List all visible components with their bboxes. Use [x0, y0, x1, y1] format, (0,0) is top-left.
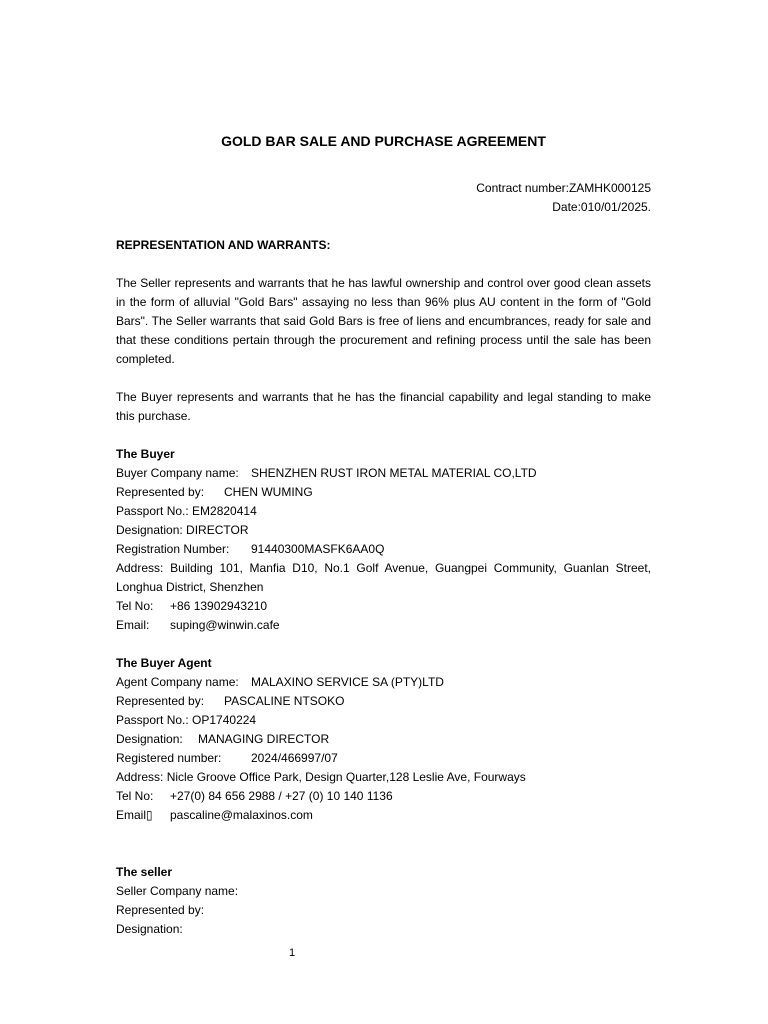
agent-reg-label: Registered number:	[116, 751, 222, 765]
agent-tel-value: +27(0) 84 656 2988 / +27 (0) 10 140 1136	[170, 789, 393, 803]
agent-section	[116, 654, 651, 825]
agent-rep-label: Represented by:	[116, 694, 205, 708]
document-title: GOLD BAR SALE AND PURCHASE AGREEMENT	[221, 133, 546, 149]
seller-company-label: Seller Company name:	[116, 884, 239, 898]
agent-designation-value: MANAGING DIRECTOR	[198, 732, 330, 746]
buyer-tel-row	[116, 597, 651, 616]
page-number: 1	[289, 947, 296, 959]
agent-passport: Passport No.: OP1740224	[116, 713, 257, 727]
representation-heading: REPRESENTATION AND WARRANTS:	[116, 238, 331, 252]
buyer-email-label: Email:	[116, 618, 150, 632]
agent-company-row	[116, 673, 651, 692]
buyer-company-value: SHENZHEN RUST IRON METAL MATERIAL CO,LTD	[251, 466, 537, 480]
buyer-reg-label: Registration Number:	[116, 542, 230, 556]
seller-designation-label: Designation:	[116, 922, 183, 936]
buyer-rep-row	[116, 483, 651, 502]
buyer-reg-row	[116, 540, 651, 559]
agent-tel-label: Tel No:	[116, 789, 154, 803]
seller-heading: The seller	[116, 865, 173, 879]
buyer-company-label: Buyer Company name:	[116, 466, 239, 480]
agent-email-row	[116, 806, 651, 825]
agent-email-value: pascaline@malaxinos.com	[170, 808, 313, 822]
document-body	[116, 132, 651, 939]
contract-meta	[116, 179, 651, 217]
buyer-rep-label: Represented by:	[116, 485, 205, 499]
buyer-passport: Passport No.: EM2820414	[116, 504, 257, 518]
buyer-rep-value: CHEN WUMING	[224, 485, 313, 499]
agent-designation-label: Designation:	[116, 732, 183, 746]
agent-designation-row	[116, 730, 651, 749]
agent-rep-row	[116, 692, 651, 711]
contract-date: Date:010/01/2025.	[552, 200, 651, 214]
seller-section	[116, 863, 651, 939]
seller-warranty-paragraph: The Seller represents and warrants that he has lawful ownership and control over good clean assets in the form of alluvial "Gold Bars" assaying no less than 96% plus AU content in the form of "Gold Bars". The Seller warrants that said Gold Bars is free of liens and encumbrances, ready for sale and that these conditions pertain through the procurement and refining process until the sale has been completed.	[116, 276, 651, 366]
buyer-reg-value: 91440300MASFK6AA0Q	[251, 542, 385, 556]
agent-company-value: MALAXINO SERVICE SA (PTY)LTD	[251, 675, 444, 689]
agent-reg-value: 2024/466997/07	[251, 751, 338, 765]
agent-email-label: Email▯	[116, 808, 153, 822]
agent-address: Address: Nicle Groove Office Park, Design Quarter,128 Leslie Ave, Fourways	[116, 770, 526, 784]
buyer-tel-label: Tel No:	[116, 599, 154, 613]
agent-reg-row	[116, 749, 651, 768]
buyer-heading: The Buyer	[116, 447, 175, 461]
buyer-tel-value: +86 13902943210	[170, 599, 268, 613]
agent-rep-value: PASCALINE NTSOKO	[224, 694, 345, 708]
buyer-email-row	[116, 616, 651, 635]
buyer-address: Address: Building 101, Manfia D10, No.1 Golf Avenue, Guangpei Community, Guanlan Street, Longhua District, Shenzhen	[116, 561, 651, 594]
agent-heading: The Buyer Agent	[116, 656, 212, 670]
agent-tel-row	[116, 787, 651, 806]
contract-number: Contract number:ZAMHK000125	[476, 181, 651, 195]
buyer-designation: Designation: DIRECTOR	[116, 523, 249, 537]
seller-rep-label: Represented by:	[116, 903, 205, 917]
buyer-warranty-paragraph: The Buyer represents and warrants that he has the financial capability and legal standing to make this purchase.	[116, 390, 651, 423]
buyer-company-row	[116, 464, 651, 483]
buyer-email-value: suping@winwin.cafe	[170, 618, 280, 632]
agent-company-label: Agent Company name:	[116, 675, 239, 689]
buyer-section	[116, 445, 651, 635]
